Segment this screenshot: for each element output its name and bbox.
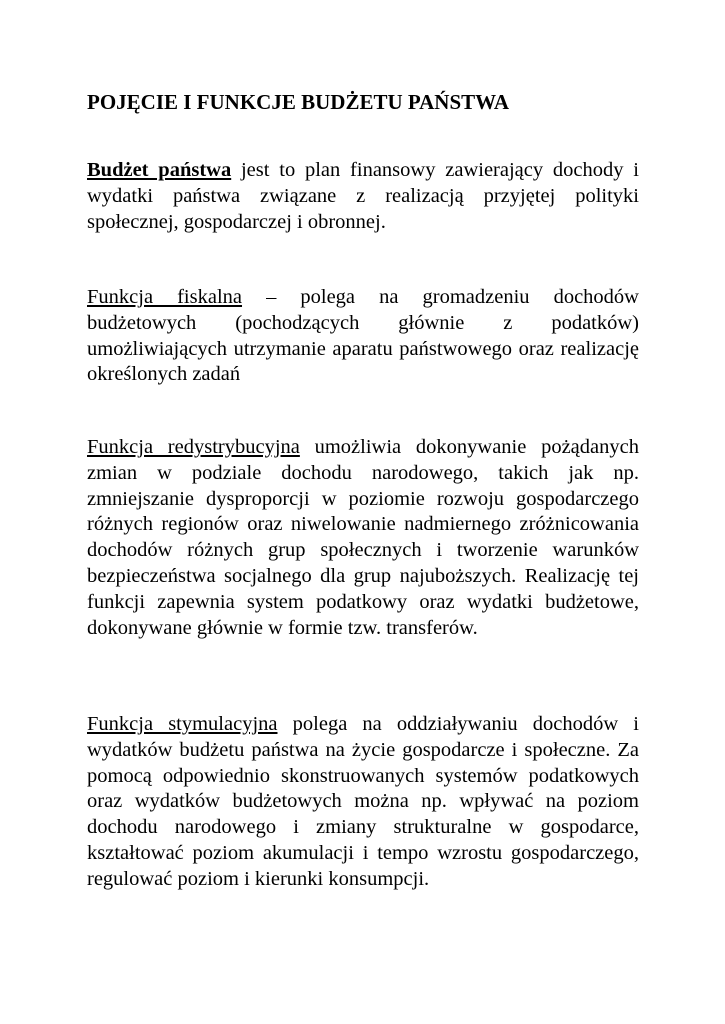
definition-funkcja-stymulacyjna: polega na oddziaływaniu dochodów i wydatków budżetu państwa na życie gospodarcze i społeczne. Za pomocą odpowiednio skonstruowanych systemów podatkowych oraz wydatków budżetowych można np. wpływać na poziom dochodu narodowego i zmiany strukturalne w gospodarce, kształtować poziom akumulacji i tempo wzrostu gospodarczego, regulować poziom i kierunki konsumpcji.	[87, 713, 639, 890]
paragraph-budzet-panstwa	[87, 158, 639, 235]
paragraph-funkcja-fiskalna	[87, 285, 639, 388]
definition-budzet-panstwa: jest to plan finansowy zawierający dochody i wydatki państwa związane z realizacją przyjętej polityki społecznej, gospodarczej i obronnej.	[87, 159, 639, 233]
term-funkcja-stymulacyjna: Funkcja stymulacyjna	[87, 713, 278, 735]
paragraph-funkcja-stymulacyjna	[87, 712, 639, 893]
term-funkcja-redystrybucyjna: Funkcja redystrybucyjna	[87, 436, 300, 458]
page-title: POJĘCIE I FUNKCJE BUDŻETU PAŃSTWA	[87, 90, 509, 114]
definition-funkcja-fiskalna: – polega na gromadzeniu dochodów budżetowych (pochodzących głównie z podatków) umożliwiających utrzymanie aparatu państwowego oraz realizację określonych zadań	[87, 286, 639, 386]
term-funkcja-fiskalna: Funkcja fiskalna	[87, 286, 243, 308]
definition-funkcja-redystrybucyjna: umożliwia dokonywanie pożądanych zmian w podziale dochodu narodowego, takich jak np. zmniejszanie dysproporcji w poziomie rozwoju gospodarczego różnych regionów oraz niwelowanie nadmiernego zróżnicowania dochodów różnych grup społecznych i tworzenie warunków bezpieczeństwa socjalnego dla grup najuboższych. Realizację tej funkcji zapewnia system podatkowy oraz wydatki budżetowe, dokonywane głównie w formie tzw. transferów.	[87, 436, 639, 639]
term-budzet-panstwa: Budżet państwa	[87, 159, 232, 181]
paragraph-funkcja-redystrybucyjna	[87, 435, 639, 641]
